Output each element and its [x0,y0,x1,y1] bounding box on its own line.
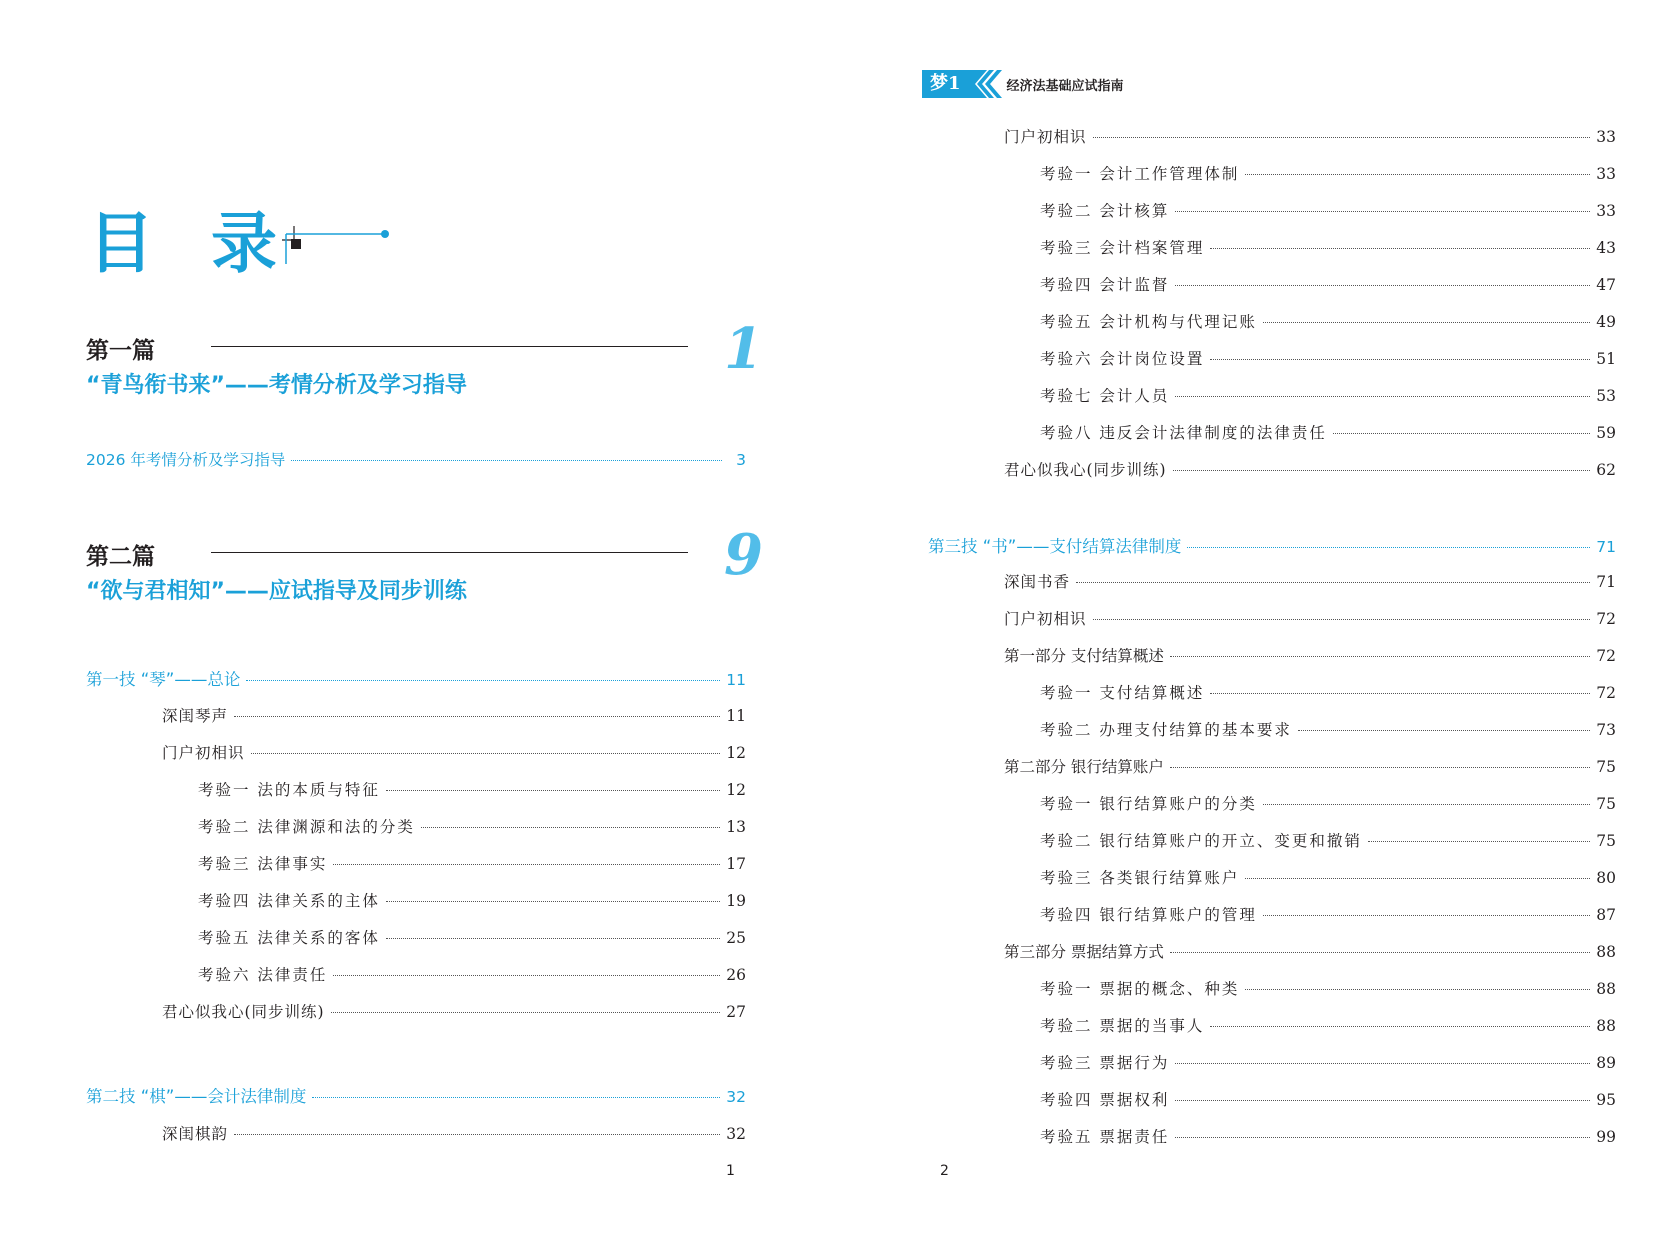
dot-leader [1076,582,1590,583]
toc-entry-text: 门户初相识 [1004,128,1087,146]
toc-chapter[interactable] [86,666,746,690]
dot-leader [1245,878,1590,879]
toc-entry-text: 考验二 银行结算账户的开立、变更和撤销 [1040,832,1362,850]
toc-entry-text: 考验一 票据的概念、种类 [1040,980,1240,998]
toc-entry[interactable] [1004,570,1616,592]
toc-entry[interactable] [1040,273,1616,295]
toc-entry-text: 君心似我心(同步训练) [162,1003,325,1021]
toc-entry[interactable] [1040,347,1616,369]
part-1-heading [86,316,763,402]
toc-entry[interactable] [1040,1051,1616,1073]
dot-leader [1210,359,1590,360]
toc-entry-text: 第二技 “棋”——会计法律制度 [86,1087,307,1106]
dot-leader [1210,248,1590,249]
toc-section[interactable] [1004,940,1616,962]
toc-entry[interactable] [198,778,746,800]
dot-leader [234,716,720,717]
dot-leader [386,790,720,791]
toc-entry-page: 27 [726,1003,746,1021]
toc-entry-page: 11 [726,707,746,725]
dot-leader [1175,285,1590,286]
dot-leader [1170,656,1590,657]
toc-entry[interactable] [1040,421,1616,443]
running-header [922,70,1124,98]
toc-entry-page: 80 [1596,869,1616,887]
dot-leader [1298,730,1590,731]
toc-entry-text: 考验三 法律事实 [198,855,328,873]
dot-leader [1210,693,1590,694]
toc-entry-text: 第一技 “琴”——总论 [86,670,241,689]
toc-entry-text: 考验七 会计人员 [1040,387,1170,405]
dot-leader [1263,322,1590,323]
toc-entry-page: 47 [1596,276,1616,294]
toc-entry[interactable] [198,815,746,837]
toc-entry-page: 25 [726,929,746,947]
toc-entry-page: 72 [1596,610,1616,628]
toc-entry-text: 考验一 支付结算概述 [1040,684,1205,702]
toc-entry-page: 73 [1596,721,1616,739]
toc-entry-page: 33 [1596,128,1616,146]
toc-entry-page: 87 [1596,906,1616,924]
dot-leader [1093,137,1591,138]
dot-leader [1210,1026,1590,1027]
toc-entry-text: 考验四 银行结算账户的管理 [1040,906,1257,924]
dot-leader [246,680,720,681]
dot-leader [421,827,720,828]
toc-entry-page: 53 [1596,387,1616,405]
dot-leader [1245,989,1590,990]
toc-entry-page: 89 [1596,1054,1616,1072]
dot-leader [1263,804,1590,805]
part-number: 1 [724,316,763,382]
toc-entry-page: 43 [1596,239,1616,257]
toc-entry-text: 考验六 会计岗位设置 [1040,350,1205,368]
toc-entry[interactable] [198,926,746,948]
part-label: 第二篇 [86,544,155,570]
toc-entry[interactable] [1040,903,1616,925]
toc-entry-page: 13 [726,818,746,836]
toc-entry[interactable] [1004,125,1616,147]
toc-entry-page: 19 [726,892,746,910]
toc-entry[interactable] [198,963,746,985]
dot-leader [234,1134,720,1135]
toc-entry-page: 72 [1596,647,1616,665]
toc-entry-text: 考验五 票据责任 [1040,1128,1170,1146]
dot-leader [1170,952,1590,953]
toc-entry-page: 75 [1596,832,1616,850]
toc-entry-page: 88 [1596,943,1616,961]
toc-entry[interactable] [162,704,746,726]
toc-entry-text: 深闺琴声 [162,707,229,725]
toc-entry[interactable] [86,448,746,470]
toc-entry-page: 12 [726,781,746,799]
dot-leader [1093,619,1591,620]
toc-entry-page: 49 [1596,313,1616,331]
chevron-left-icon [969,70,1003,98]
toc-entry-text: 门户初相识 [162,744,245,762]
dot-leader [1263,915,1590,916]
toc-entry[interactable] [1040,866,1616,888]
toc-entry-page: 62 [1596,461,1616,479]
toc-entry-text: 2026 年考情分析及学习指导 [86,451,286,469]
title-decoration [282,226,412,266]
toc-entry-page: 95 [1596,1091,1616,1109]
toc-entry-page: 51 [1596,350,1616,368]
page-number: 2 [940,1163,949,1179]
toc-entry[interactable] [1040,1014,1616,1036]
toc-entry-page: 88 [1596,980,1616,998]
dot-leader [1173,470,1591,471]
toc-chapter[interactable] [86,1083,746,1107]
book-badge: 梦1 [922,70,969,98]
toc-entry-text: 第一部分 支付结算概述 [1004,647,1164,665]
toc-entry-page: 32 [726,1125,746,1143]
toc-entry-text: 考验四 法律关系的主体 [198,892,380,910]
toc-entry[interactable] [1004,607,1616,629]
toc-entry-page: 12 [726,744,746,762]
toc-entry-text: 第三部分 票据结算方式 [1004,943,1164,961]
toc-entry-text: 深闺书香 [1004,573,1071,591]
toc-title-char-2: 录 [211,205,279,282]
dot-leader [333,975,720,976]
toc-entry-text: 考验二 票据的当事人 [1040,1017,1205,1035]
toc-entry-page: 32 [726,1088,746,1106]
toc-entry[interactable] [1040,977,1616,999]
toc-entry-text: 考验一 银行结算账户的分类 [1040,795,1257,813]
toc-entry-text: 考验三 票据行为 [1040,1054,1170,1072]
part-rule [211,346,688,347]
toc-entry[interactable] [1040,236,1616,258]
toc-entry-page: 11 [726,671,746,689]
toc-title-char-1: 目 [88,205,156,282]
toc-entry[interactable] [1004,458,1616,480]
toc-entry-text: 门户初相识 [1004,610,1087,628]
right-page [830,0,1660,1242]
toc-entry[interactable] [1040,199,1616,221]
dot-leader [291,460,722,461]
toc-entry[interactable] [1040,792,1616,814]
dot-leader [312,1097,720,1098]
toc-entry[interactable] [1040,681,1616,703]
dot-leader [386,938,720,939]
running-header-title: 经济法基础应试指南 [1006,78,1124,94]
toc-entry[interactable] [1040,162,1616,184]
toc-entry[interactable] [198,889,746,911]
part-label: 第一篇 [86,338,155,364]
dot-leader [1368,841,1590,842]
dot-leader [1175,211,1590,212]
toc-entry[interactable] [1040,384,1616,406]
toc-entry[interactable] [162,741,746,763]
toc-entry[interactable] [198,852,746,874]
dot-leader [386,901,720,902]
toc-entry-text: 考验二 法律渊源和法的分类 [198,818,415,836]
toc-entry-page: 99 [1596,1128,1616,1146]
toc-entry[interactable] [1040,718,1616,740]
dot-leader [1175,1100,1590,1101]
toc-entry-text: 考验八 违反会计法律制度的法律责任 [1040,424,1327,442]
part-subtitle: “欲与君相知”——应试指导及同步训练 [86,579,467,604]
toc-entry-text: 君心似我心(同步训练) [1004,461,1167,479]
toc-entry-page: 88 [1596,1017,1616,1035]
dot-leader [1245,174,1590,175]
toc-entry-page: 71 [1596,573,1616,591]
toc-entry-text: 考验五 会计机构与代理记账 [1040,313,1257,331]
dot-leader [331,1012,721,1013]
toc-entry[interactable] [1040,1125,1616,1147]
dot-leader [333,864,720,865]
dot-leader [1187,547,1590,548]
toc-entry-text: 考验三 各类银行结算账户 [1040,869,1240,887]
toc-entry-page: 59 [1596,424,1616,442]
toc-entry-page: 75 [1596,758,1616,776]
dot-leader [1175,1137,1590,1138]
toc-entry[interactable] [162,1000,746,1022]
toc-entry-text: 深闺棋韵 [162,1125,229,1143]
part-number: 9 [724,522,763,588]
toc-entry-text: 考验二 办理支付结算的基本要求 [1040,721,1292,739]
toc-entry-page: 72 [1596,684,1616,702]
toc-entry-page: 33 [1596,202,1616,220]
toc-entry-page: 26 [726,966,746,984]
toc-entry-text: 第二部分 银行结算账户 [1004,758,1164,776]
toc-entry-page: 33 [1596,165,1616,183]
page-number: 1 [726,1163,735,1179]
toc-entry-text: 考验一 法的本质与特征 [198,781,380,799]
toc-entry-text: 考验三 会计档案管理 [1040,239,1205,257]
part-rule [211,552,688,553]
toc-entry-text: 考验六 法律责任 [198,966,328,984]
toc-title [88,190,279,285]
toc-entry-page: 71 [1596,538,1616,556]
toc-entry-page: 75 [1596,795,1616,813]
toc-entry[interactable] [162,1122,746,1144]
toc-chapter[interactable] [928,533,1616,557]
toc-entry-text: 第三技 “书”——支付结算法律制度 [928,537,1182,556]
part-2-heading [86,522,763,608]
dot-leader [251,753,721,754]
toc-entry[interactable] [1040,1088,1616,1110]
dot-leader [1333,433,1590,434]
part-subtitle: “青鸟衔书来”——考情分析及学习指导 [86,373,467,398]
dot-leader [1175,1063,1590,1064]
toc-entry-text: 考验一 会计工作管理体制 [1040,165,1240,183]
toc-entry[interactable] [1040,310,1616,332]
dot-leader [1175,396,1590,397]
toc-entry-text: 考验五 法律关系的客体 [198,929,380,947]
toc-section[interactable] [1004,644,1616,666]
toc-entry-text: 考验四 票据权利 [1040,1091,1170,1109]
toc-entry-page: 3 [736,451,746,469]
toc-entry-page: 17 [726,855,746,873]
toc-entry[interactable] [1040,829,1616,851]
toc-entry-text: 考验四 会计监督 [1040,276,1170,294]
toc-section[interactable] [1004,755,1616,777]
dot-leader [1170,767,1590,768]
toc-entry-text: 考验二 会计核算 [1040,202,1170,220]
